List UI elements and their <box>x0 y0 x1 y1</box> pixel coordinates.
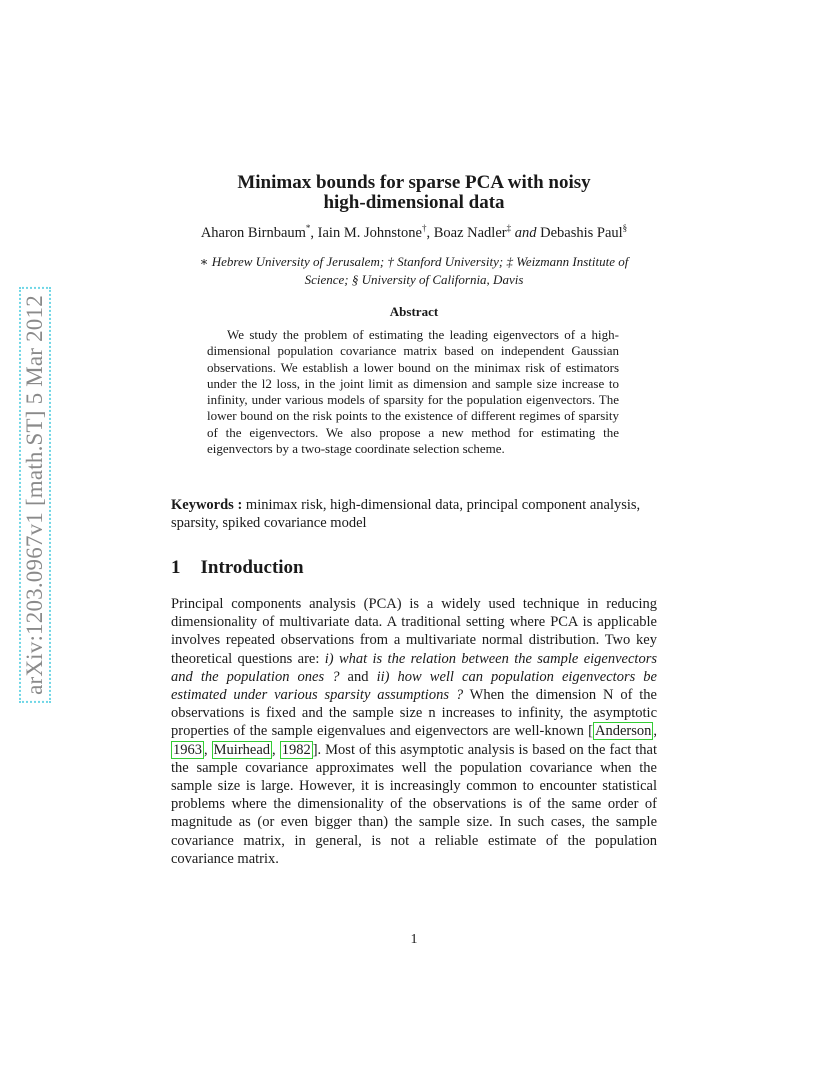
keywords <box>171 496 657 532</box>
citation-link-anderson[interactable]: Anderson <box>594 723 652 740</box>
intro-text-1: Principal components analysis (PCA) is a widely used technique in reducing dimensionality of multivariate data. A traditional setting where PCA is applicable involves repeated observations from a multivariate normal distribution. Two key theoretical questions are: <box>171 596 657 667</box>
citation-sep-1: , <box>653 723 657 740</box>
keywords-text: minimax risk, high-dimensional data, principal component analysis, sparsity, spiked covariance model <box>171 497 641 531</box>
citation-link-anderson-year[interactable]: 1963 <box>173 741 202 758</box>
author-3-mark: ‡ <box>506 223 512 233</box>
page-number: 1 <box>410 932 418 947</box>
arxiv-stamp <box>20 255 50 735</box>
intro-text-3: ]. Most of this asymptotic analysis is based on the fact that the sample covariance approximates well the population covariance when the sample size is large. However, it is increasingly common to encounter statistical problems where the dimensionality of the observations is of the same order of magnitude as (or even bigger than) the sample size. In such cases, the sample covariance matrix, in general, is not a reliable estimate of the population covariance matrix. <box>171 741 658 867</box>
affiliation-line-1: ∗ Hebrew University of Jerusalem; † Stanford University; ‡ Weizmann Institute of <box>199 254 629 269</box>
abstract-heading: Abstract <box>389 304 439 319</box>
abstract-text: We study the problem of estimating the leading eigenvectors of a high-dimensional population covariance matrix based on independent Gaussian observations. We establish a lower bound on the minimax risk of estimators under the l2 loss, in the joint limit as dimension and sample size increase to infinity, under various models of sparsity for the population eigenvectors. The lower bound on the risk points to the existence of different regimes of sparsity of the eigenvectors. We also propose a new method for estimating the eigenvectors by a two-stage coordinate selection scheme. <box>207 327 619 457</box>
question-2: ii) how well can population eigenvectors be estimated under various sparsity assumptions ? <box>171 668 657 704</box>
title-line-2: high-dimensional data <box>323 192 505 213</box>
intro-text-2: When the dimension N of the observations is fixed and the sample size n increases to infinity, the asymptotic properties of the sample eigenvalues and eigenvectors are well-known [ <box>171 687 657 740</box>
author-3: Boaz Nadler <box>433 224 507 241</box>
paper-title <box>0 173 828 213</box>
intro-conjunction: and <box>339 668 377 685</box>
question-1: i) what is the relation between the sample eigenvectors and the population ones ? <box>171 650 657 685</box>
citation-link-muirhead[interactable]: Muirhead <box>213 741 271 758</box>
author-1-mark: * <box>305 223 311 233</box>
affiliations <box>170 253 658 289</box>
citation-link-muirhead-year[interactable]: 1982 <box>281 741 311 758</box>
citation-sep-3: , <box>272 741 280 758</box>
author-4: Debashis Paul <box>540 224 623 241</box>
title-line-1: Minimax bounds for sparse PCA with noisy <box>237 172 591 193</box>
section-heading <box>171 557 304 579</box>
author-conjunction: and <box>514 224 537 241</box>
section-title: Introduction <box>200 557 304 578</box>
arxiv-identifier[interactable]: arXiv:1203.0967v1 [math.ST] 5 Mar 2012 <box>19 287 51 703</box>
intro-paragraph <box>171 595 657 868</box>
author-2-mark: † <box>421 223 427 233</box>
keywords-label: Keywords : <box>171 497 243 513</box>
author-1: Aharon Birnbaum <box>200 224 306 241</box>
affiliation-line-2: Science; § University of California, Davis <box>304 272 524 287</box>
author-2: Iain M. Johnstone <box>317 224 422 241</box>
citation-sep-2: , <box>204 741 212 758</box>
section-number: 1 <box>171 557 181 578</box>
author-list: Aharon Birnbaum*, Iain M. Johnstone†, Boaz Nadler‡ and Debashis Paul§ <box>200 223 628 241</box>
author-4-mark: § <box>622 223 628 233</box>
